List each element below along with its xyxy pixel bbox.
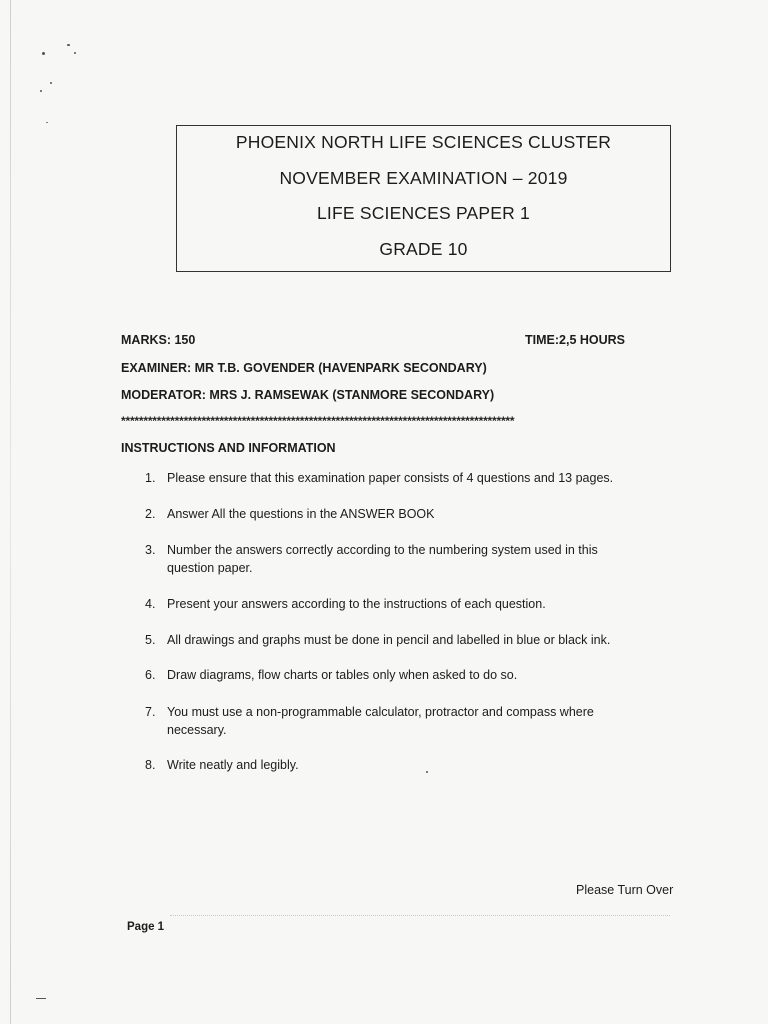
title-box (176, 125, 671, 272)
scan-speck (36, 998, 46, 999)
instruction-number: 6. (145, 668, 156, 682)
instruction-item (145, 505, 645, 523)
instruction-number: 5. (145, 633, 156, 647)
instruction-number: 7. (145, 705, 156, 719)
marks-label: MARKS: 150 (121, 333, 196, 347)
instruction-text: You must use a non-programmable calculator, protractor and compass where necessary. (167, 705, 594, 737)
instruction-item (145, 703, 645, 739)
instruction-text: All drawings and graphs must be done in pencil and labelled in blue or black ink. (167, 633, 611, 647)
please-turn-over: Please Turn Over (576, 883, 674, 897)
examiner-label: EXAMINER: MR T.B. GOVENDER (HAVENPARK SECONDARY) (121, 361, 487, 375)
scan-speck (74, 52, 76, 54)
instruction-text: Write neatly and legibly. (167, 758, 299, 772)
moderator-label: MODERATOR: MRS J. RAMSEWAK (STANMORE SECONDARY) (121, 388, 495, 402)
instruction-item (145, 541, 645, 577)
instruction-number: 8. (145, 758, 156, 772)
instruction-item (145, 595, 645, 613)
instruction-number: 2. (145, 507, 156, 521)
instruction-item (145, 756, 645, 774)
instruction-item (145, 666, 645, 684)
scan-speck (40, 90, 42, 92)
instruction-number: 3. (145, 543, 156, 557)
instruction-text: Number the answers correctly according to the numbering system used in this question paper. (167, 543, 598, 575)
instruction-text: Draw diagrams, flow charts or tables only when asked to do so. (167, 668, 518, 682)
instruction-text: Answer All the questions in the ANSWER BOOK (167, 507, 435, 521)
page-number: Page 1 (127, 921, 165, 933)
instruction-number: 4. (145, 597, 156, 611)
instruction-text: Present your answers according to the instructions of each question. (167, 597, 546, 611)
scan-speck (50, 82, 52, 84)
instruction-number: 1. (145, 471, 156, 485)
scan-speck (46, 122, 48, 123)
scan-speck (67, 44, 70, 46)
scan-speck (42, 52, 45, 55)
footer-dotted-rule (170, 915, 670, 916)
exam-title: NOVEMBER EXAMINATION – 2019 (279, 168, 568, 188)
instruction-item (145, 469, 645, 487)
instruction-item (145, 631, 665, 649)
asterisk-separator: **************************************************************************************** (121, 414, 515, 428)
paper-title: LIFE SCIENCES PAPER 1 (317, 203, 530, 223)
instruction-text: Please ensure that this examination paper consists of 4 questions and 13 pages. (167, 471, 614, 485)
cluster-title: PHOENIX NORTH LIFE SCIENCES CLUSTER (235, 132, 612, 152)
time-label: TIME:2,5 HOURS (525, 333, 626, 347)
instructions-heading: INSTRUCTIONS AND INFORMATION (121, 441, 336, 455)
grade-title: GRADE 10 (379, 239, 468, 259)
scan-edge (10, 0, 11, 1024)
